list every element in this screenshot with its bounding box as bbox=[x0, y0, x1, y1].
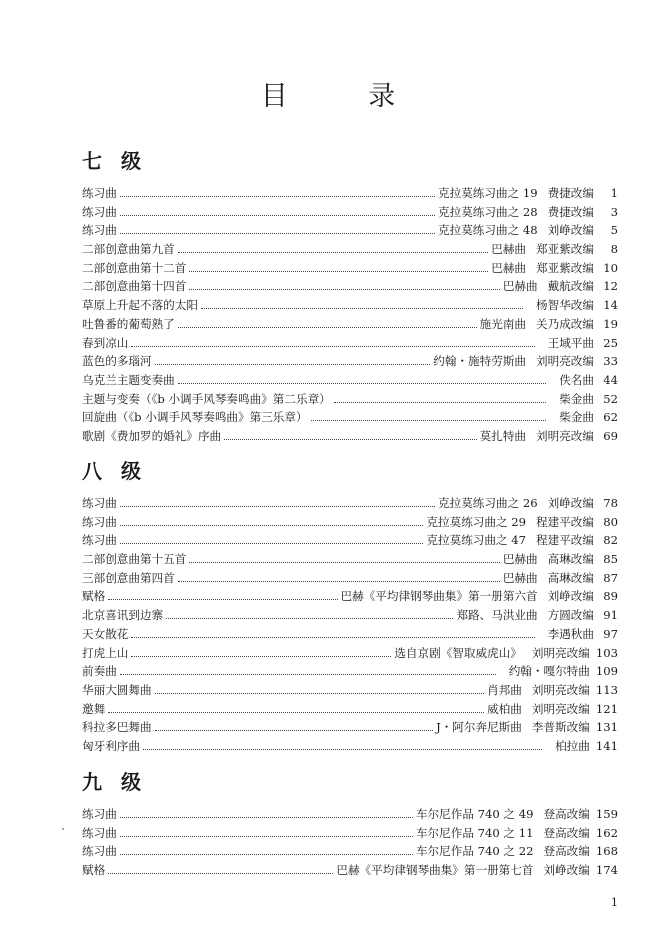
entry-title: 二部创意曲第九首 bbox=[82, 242, 175, 257]
dot-leader bbox=[166, 606, 453, 619]
entry-page: 44 bbox=[603, 372, 618, 387]
entry-title: 练习曲 bbox=[82, 807, 117, 821]
entry-composer: J・阿尔奔尼斯曲 bbox=[436, 720, 522, 735]
section-level-8 bbox=[82, 456, 618, 756]
entry-arranger: 登高改编 bbox=[543, 825, 590, 840]
entry-page: 1 bbox=[610, 186, 618, 200]
entry-page: 87 bbox=[603, 570, 618, 585]
entry-arranger: 程建平改编 bbox=[536, 514, 594, 529]
section-level-7 bbox=[82, 146, 618, 446]
toc-entry bbox=[82, 569, 618, 588]
entry-arranger: 王域平曲 bbox=[547, 335, 594, 350]
dot-leader bbox=[120, 221, 435, 234]
entry-arranger: 刘明亮改编 bbox=[531, 682, 590, 697]
entry-title: 春到凉山 bbox=[82, 335, 129, 350]
toc-entry bbox=[82, 531, 618, 550]
entry-page: 141 bbox=[595, 738, 618, 753]
entry-title: 练习曲 bbox=[82, 496, 117, 510]
dot-leader bbox=[131, 625, 534, 638]
toc-entry bbox=[82, 221, 618, 240]
entry-page: 89 bbox=[603, 589, 618, 604]
toc-list bbox=[82, 494, 618, 756]
entry-page: 159 bbox=[595, 807, 618, 821]
toc-entry bbox=[82, 315, 618, 334]
dot-leader bbox=[131, 644, 391, 657]
entry-composer: 巴赫《平均律钢琴曲集》第一册第六首 bbox=[340, 589, 538, 604]
dot-leader bbox=[120, 203, 435, 216]
entry-page: 10 bbox=[603, 260, 618, 275]
dot-leader bbox=[178, 371, 546, 384]
toc-entry bbox=[82, 390, 618, 409]
entry-arranger: 李遇秋曲 bbox=[547, 626, 594, 641]
entry-composer: 巴赫曲 bbox=[502, 279, 538, 294]
entry-title: 练习曲 bbox=[82, 514, 117, 529]
dot-leader bbox=[178, 315, 477, 328]
dot-leader bbox=[120, 494, 435, 507]
entry-arranger: 柴金曲 bbox=[559, 410, 594, 425]
toc-entry bbox=[82, 644, 618, 663]
entry-page: 174 bbox=[595, 863, 618, 878]
toc-entry bbox=[82, 805, 618, 824]
toc-entry bbox=[82, 371, 618, 390]
toc-entry bbox=[82, 334, 618, 353]
entry-page: 33 bbox=[603, 354, 618, 369]
entry-composer: 巴赫《平均律钢琴曲集》第一册第七首 bbox=[336, 863, 534, 878]
toc-entry bbox=[82, 861, 618, 880]
entry-page: 109 bbox=[595, 664, 618, 679]
entry-title: 乌克兰主题变奏曲 bbox=[82, 372, 175, 387]
entry-page: 91 bbox=[603, 608, 618, 623]
toc-entry bbox=[82, 625, 618, 644]
toc-entry bbox=[82, 352, 618, 371]
page-title: 目 录 bbox=[260, 81, 432, 112]
entry-composer: 车尔尼作品 740 之 49 bbox=[415, 807, 534, 821]
entry-arranger: 费捷改编 bbox=[547, 186, 594, 200]
entry-title: 二部创意曲第十五首 bbox=[82, 552, 187, 567]
entry-composer: 车尔尼作品 740 之 11 bbox=[415, 825, 534, 840]
dot-leader bbox=[178, 569, 500, 582]
entry-arranger: 费捷改编 bbox=[547, 204, 594, 219]
dot-leader bbox=[120, 805, 413, 818]
toc-entry bbox=[82, 587, 618, 606]
entry-title: 打虎上山 bbox=[82, 645, 129, 660]
toc-entry bbox=[82, 718, 618, 737]
dot-leader bbox=[334, 390, 546, 403]
toc-entry bbox=[82, 427, 618, 446]
entry-title: 练习曲 bbox=[82, 204, 117, 219]
entry-page: 97 bbox=[603, 626, 618, 641]
entry-title: 回旋曲（《b 小调手风琴奏鸣曲》第三乐章） bbox=[82, 410, 308, 425]
entry-page: 69 bbox=[603, 428, 618, 443]
entry-arranger: 杨智华改编 bbox=[536, 298, 594, 313]
entry-title: 匈牙利序曲 bbox=[82, 738, 140, 753]
toc-entry bbox=[82, 737, 618, 756]
entry-composer: 约翰・施特劳斯曲 bbox=[433, 354, 527, 369]
toc-entry bbox=[82, 408, 618, 427]
toc-entry bbox=[82, 494, 618, 513]
entry-page: 162 bbox=[595, 825, 618, 840]
entry-arranger: 刘峥改编 bbox=[547, 223, 594, 238]
dot-leader bbox=[224, 427, 476, 440]
entry-page: 14 bbox=[603, 298, 618, 313]
entry-composer: 郑路、马洪业曲 bbox=[456, 608, 538, 623]
entry-arranger: 柏拉曲 bbox=[555, 738, 590, 753]
entry-composer: 选自京剧《智取威虎山》 bbox=[394, 645, 522, 660]
entry-composer: 威柏曲 bbox=[487, 701, 522, 716]
entry-composer: 施光南曲 bbox=[479, 316, 527, 331]
entry-composer: 克拉莫练习曲之 29 bbox=[426, 514, 527, 529]
entry-title: 主题与变奏（《b 小调手风琴奏鸣曲》第二乐章） bbox=[82, 391, 331, 406]
entry-title: 练习曲 bbox=[82, 533, 117, 548]
section-heading: 七 级 bbox=[82, 149, 147, 173]
dot-leader bbox=[108, 700, 484, 713]
entry-page: 113 bbox=[595, 682, 618, 697]
entry-title: 赋格 bbox=[82, 863, 106, 878]
dot-leader bbox=[178, 240, 488, 253]
entry-page: 62 bbox=[603, 410, 618, 425]
entry-composer: 巴赫曲 bbox=[502, 570, 538, 585]
entry-title: 吐鲁番的葡萄熟了 bbox=[82, 316, 175, 331]
toc-entry bbox=[82, 550, 618, 569]
section-heading: 九 级 bbox=[82, 770, 147, 794]
entry-composer: 克拉莫练习曲之 48 bbox=[438, 223, 538, 238]
toc-entry bbox=[82, 606, 618, 625]
toc-entry bbox=[82, 513, 618, 532]
entry-arranger: 高琳改编 bbox=[547, 552, 594, 567]
entry-arranger: 佚名曲 bbox=[559, 372, 594, 387]
dot-leader bbox=[155, 718, 433, 731]
entry-title: 赋格 bbox=[82, 589, 106, 604]
entry-arranger: 登高改编 bbox=[543, 844, 590, 859]
dot-leader bbox=[108, 861, 333, 874]
dot-leader bbox=[189, 277, 499, 290]
entry-title: 二部创意曲第十二首 bbox=[82, 260, 187, 275]
entry-page: 25 bbox=[603, 335, 618, 350]
entry-arranger: 刘明亮改编 bbox=[536, 354, 594, 369]
scan-speck bbox=[62, 828, 64, 830]
entry-arranger: 柴金曲 bbox=[559, 391, 594, 406]
toc-entry bbox=[82, 277, 618, 296]
entry-composer: 克拉莫练习曲之 19 bbox=[438, 186, 538, 200]
entry-page: 131 bbox=[595, 720, 618, 735]
entry-arranger: 郑亚紫改编 bbox=[536, 242, 594, 257]
dot-leader bbox=[120, 531, 424, 544]
section-heading: 八 级 bbox=[82, 459, 147, 483]
entry-title: 草原上升起不落的太阳 bbox=[82, 298, 198, 313]
entry-page: 82 bbox=[603, 533, 618, 548]
toc-entry bbox=[82, 700, 618, 719]
entry-arranger: 戴航改编 bbox=[547, 279, 594, 294]
entry-arranger: 刘峥改编 bbox=[543, 863, 590, 878]
entry-arranger: 关乃成改编 bbox=[536, 316, 594, 331]
dot-leader bbox=[143, 737, 542, 750]
entry-title: 天女散花 bbox=[82, 626, 129, 641]
entry-page: 3 bbox=[610, 204, 618, 219]
toc-entry bbox=[82, 681, 618, 700]
entry-title: 练习曲 bbox=[82, 844, 117, 859]
entry-composer: 肖邦曲 bbox=[487, 682, 522, 697]
entry-title: 邀舞 bbox=[82, 701, 106, 716]
entry-page: 85 bbox=[603, 552, 618, 567]
toc-entry bbox=[82, 184, 618, 203]
entry-title: 练习曲 bbox=[82, 223, 117, 238]
entry-page: 52 bbox=[603, 391, 618, 406]
entry-page: 103 bbox=[595, 645, 618, 660]
toc-entry bbox=[82, 203, 618, 222]
toc-entry bbox=[82, 824, 618, 843]
dot-leader bbox=[108, 587, 337, 600]
entry-composer: 巴赫曲 bbox=[491, 260, 527, 275]
entry-composer: 车尔尼作品 740 之 22 bbox=[415, 844, 534, 859]
entry-page: 19 bbox=[603, 316, 618, 331]
dot-leader bbox=[189, 550, 499, 563]
entry-composer: 克拉莫练习曲之 47 bbox=[426, 533, 527, 548]
entry-arranger: 刘峥改编 bbox=[547, 589, 594, 604]
section-level-9 bbox=[82, 767, 618, 880]
toc-entry bbox=[82, 240, 618, 259]
dot-leader bbox=[201, 296, 523, 309]
dot-leader bbox=[120, 824, 413, 837]
dot-leader bbox=[120, 842, 413, 855]
entry-arranger: 刘峥改编 bbox=[547, 496, 594, 510]
entry-page: 8 bbox=[610, 242, 618, 257]
toc-list bbox=[82, 184, 618, 446]
entry-title: 练习曲 bbox=[82, 825, 117, 840]
entry-composer: 莫扎特曲 bbox=[479, 428, 527, 443]
entry-arranger: 刘明亮改编 bbox=[531, 645, 590, 660]
entry-composer: 巴赫曲 bbox=[502, 552, 538, 567]
dot-leader bbox=[311, 408, 547, 421]
page-number: 1 bbox=[611, 896, 618, 909]
entry-arranger: 高琳改编 bbox=[547, 570, 594, 585]
dot-leader bbox=[120, 184, 435, 197]
entry-title: 练习曲 bbox=[82, 186, 117, 200]
entry-title: 前奏曲 bbox=[82, 664, 117, 679]
entry-arranger: 程建平改编 bbox=[536, 533, 594, 548]
entry-arranger: 约翰・嘎尔特曲 bbox=[508, 664, 590, 679]
entry-arranger: 郑亚紫改编 bbox=[536, 260, 594, 275]
entry-title: 北京喜讯到边寨 bbox=[82, 608, 164, 623]
entry-page: 121 bbox=[595, 701, 618, 716]
entry-composer: 克拉莫练习曲之 28 bbox=[438, 204, 538, 219]
entry-title: 华丽大圆舞曲 bbox=[82, 682, 152, 697]
entry-arranger: 登高改编 bbox=[543, 807, 590, 821]
entry-title: 三部创意曲第四首 bbox=[82, 570, 175, 585]
dot-leader bbox=[155, 352, 431, 365]
toc-list bbox=[82, 805, 618, 880]
entry-title: 科拉多巴舞曲 bbox=[82, 720, 152, 735]
entry-title: 蓝色的多瑙河 bbox=[82, 354, 152, 369]
entry-arranger: 李普斯改编 bbox=[531, 720, 590, 735]
entry-page: 12 bbox=[603, 279, 618, 294]
entry-page: 78 bbox=[603, 496, 618, 510]
toc-entry bbox=[82, 842, 618, 861]
entry-page: 168 bbox=[595, 844, 618, 859]
entry-page: 80 bbox=[603, 514, 618, 529]
dot-leader bbox=[120, 662, 496, 675]
entry-title: 歌剧《费加罗的婚礼》序曲 bbox=[82, 428, 222, 443]
entry-composer: 克拉莫练习曲之 26 bbox=[438, 496, 538, 510]
entry-arranger: 刘明亮改编 bbox=[536, 428, 594, 443]
toc-entry bbox=[82, 296, 618, 315]
entry-title: 二部创意曲第十四首 bbox=[82, 279, 187, 294]
entry-composer: 巴赫曲 bbox=[491, 242, 527, 257]
entry-arranger: 刘明亮改编 bbox=[531, 701, 590, 716]
dot-leader bbox=[155, 681, 485, 694]
dot-leader bbox=[131, 334, 534, 347]
dot-leader bbox=[120, 513, 424, 526]
dot-leader bbox=[189, 259, 488, 272]
toc-entry bbox=[82, 259, 618, 278]
entry-arranger: 方圆改编 bbox=[547, 608, 594, 623]
toc-entry bbox=[82, 662, 618, 681]
entry-page: 5 bbox=[610, 223, 618, 238]
